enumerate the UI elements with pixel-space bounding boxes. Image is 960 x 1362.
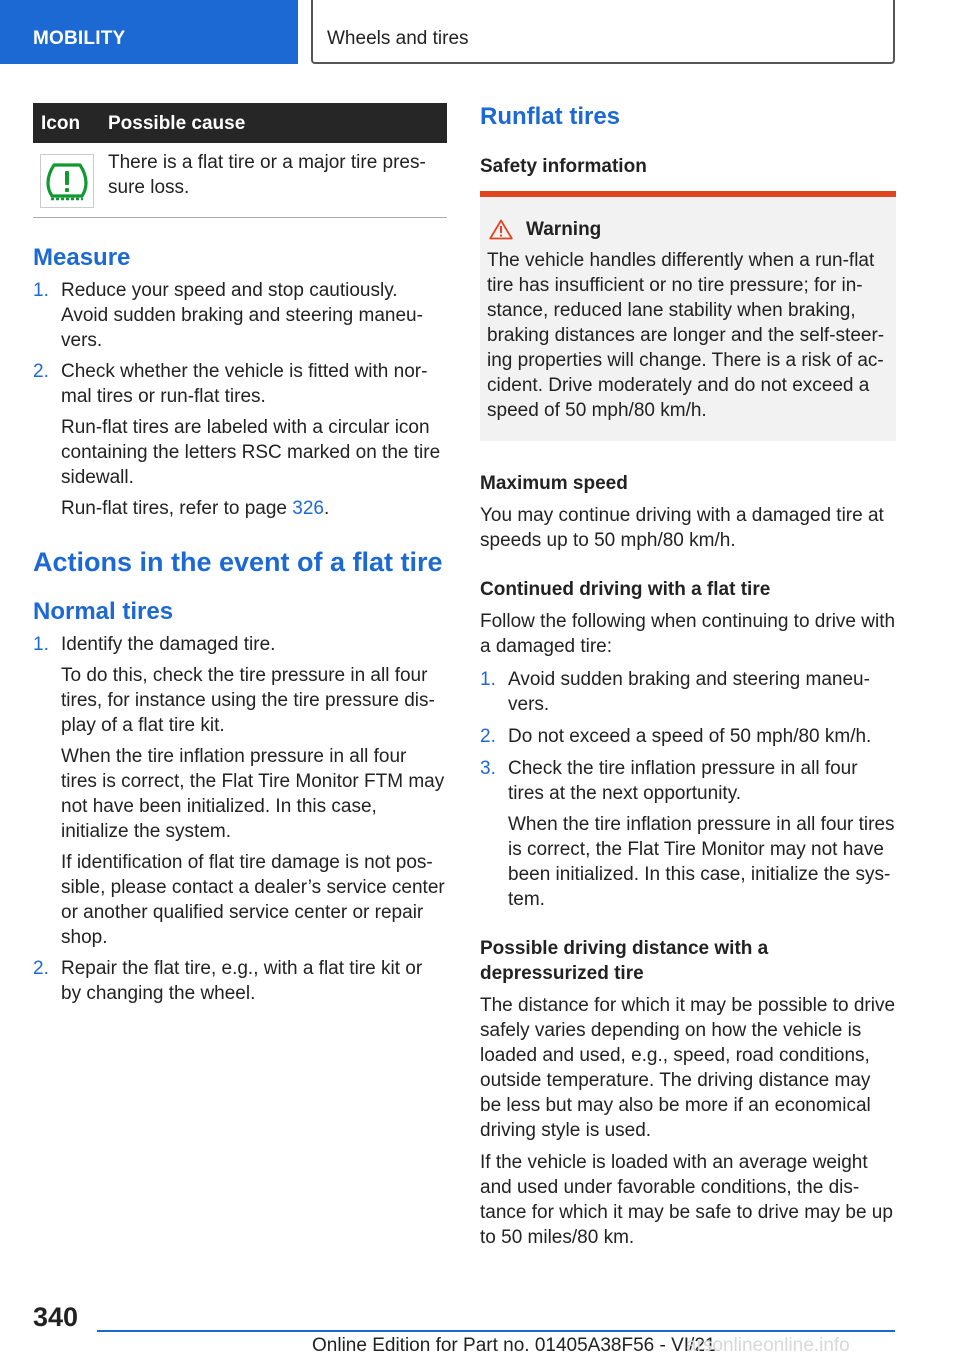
left-column [33,103,447,1006]
normal-tires-heading: Normal tires [33,598,174,625]
page-reference-link[interactable]: 326 [292,498,324,519]
warning-text: The vehicle handles differently when a run-flat tire has insufficient or no tire pressure; for in-stance, reduced lane stability when braking, braking distances are longer and the self-steer-ing properties will change. There is a risk of ac-cident. Drive moderately and do not exceed a speed of 50 mph/80 km/h. [487,250,885,421]
step-number: 1. [33,280,49,301]
measure-heading: Measure [33,244,131,271]
driving-distance-text-2: If the vehicle is loaded with an average weight and used under favorable conditions, the dis-tance for which it may be safe to drive may be up to 50 miles/80 km. [480,1152,893,1248]
reference-suffix: . [323,498,330,519]
right-column [480,100,896,1250]
step-note: If identification of flat tire damage is not pos-sible, please contact a dealer’s service center or another qualified service center or repair shop. [61,852,445,948]
reference-text: Run-flat tires, refer to page [61,498,293,519]
page-number: 340 [33,1302,79,1332]
normal-tires-steps [33,632,447,1006]
footer-rule [97,1330,895,1332]
step-note: To do this, check the tire pressure in all four tires, for instance using the tire pressure dis-play of a flat tire kit. [61,665,435,736]
header-chapter-tab [311,0,895,64]
driving-distance-text: The distance for which it may be possible to drive safely varies depending on how the vehicle is loaded and used, e.g., speed, road conditions, outside temperature. The driving distance may be less but may also be more if an economical driving style is used. [480,995,896,1141]
step-number: 3. [480,758,496,779]
step-reference [61,496,447,521]
driving-distance-heading: Possible driving distance with a depressurized tire [480,938,769,984]
step-text: Repair the flat tire, e.g., with a flat tire kit or by changing the wheel. [61,958,423,1004]
warning-title: Warning [526,219,602,240]
step-text: Check whether the vehicle is fitted with nor-mal tires or run-flat tires. [61,361,428,407]
step-number: 1. [480,669,496,690]
list-item [480,756,896,912]
continued-driving-heading: Continued driving with a flat tire [480,579,771,600]
header-section-tab [0,0,298,64]
list-item [33,632,447,950]
step-text: Check the tire inflation pressure in all four tires at the next opportunity. [508,758,858,804]
list-item [33,956,447,1006]
step-note: When the tire inflation pressure in all four tires is correct, the Flat Tire Monitor may not have been initialized. In this case, initialize the sys-tem. [508,814,895,910]
max-speed-text: You may continue driving with a damaged tire at speeds up to 50 mph/80 km/h. [480,505,884,551]
warning-box [480,191,896,441]
max-speed-heading: Maximum speed [480,473,628,494]
header-chapter-label: Wheels and tires [327,28,469,49]
table-row [33,143,447,218]
step-text: Reduce your speed and stop cautiously. Avoid sudden braking and steering maneu-vers. [61,280,423,351]
table-cell-cause: There is a flat tire or a major tire pres-sure loss. [108,152,426,198]
list-item [33,359,447,521]
continued-driving-text: Follow the following when continuing to drive with a damaged tire: [480,611,896,657]
tire-pressure-warning-icon [40,154,94,208]
list-item [33,278,447,353]
actions-heading: Actions in the event of a flat tire [33,547,443,577]
header-section-label: MOBILITY [33,28,126,49]
step-text: Do not exceed a speed of 50 mph/80 km/h. [508,726,872,747]
list-item [480,724,896,749]
step-text: Identify the damaged tire. [61,634,276,655]
table-col-cause: Possible cause [108,113,246,134]
runflat-heading: Runflat tires [480,103,621,130]
warning-title-row [487,217,888,242]
step-number: 1. [33,634,49,655]
step-number: 2. [480,726,496,747]
step-text: Avoid sudden braking and steering maneu-vers. [508,669,870,715]
step-note: Run-flat tires are labeled with a circular icon containing the letters RSC marked on the tire sidewall. [61,417,441,488]
step-number: 2. [33,361,49,382]
measure-steps [33,278,447,521]
watermark: arsonlineonline.info [686,1335,850,1356]
warning-triangle-icon [489,219,513,240]
table-col-icon: Icon [41,113,81,134]
table-header [33,103,447,143]
list-item [480,667,896,717]
continued-driving-steps [480,667,896,912]
footer-edition: Online Edition for Part no. 01405A38F56 - VI/21 [312,1335,716,1356]
step-note: When the tire inflation pressure in all four tires is correct, the Flat Tire Monitor FTM may not have been initialized. In this case, initialize the system. [61,746,445,842]
safety-heading: Safety information [480,156,647,177]
step-number: 2. [33,958,49,979]
